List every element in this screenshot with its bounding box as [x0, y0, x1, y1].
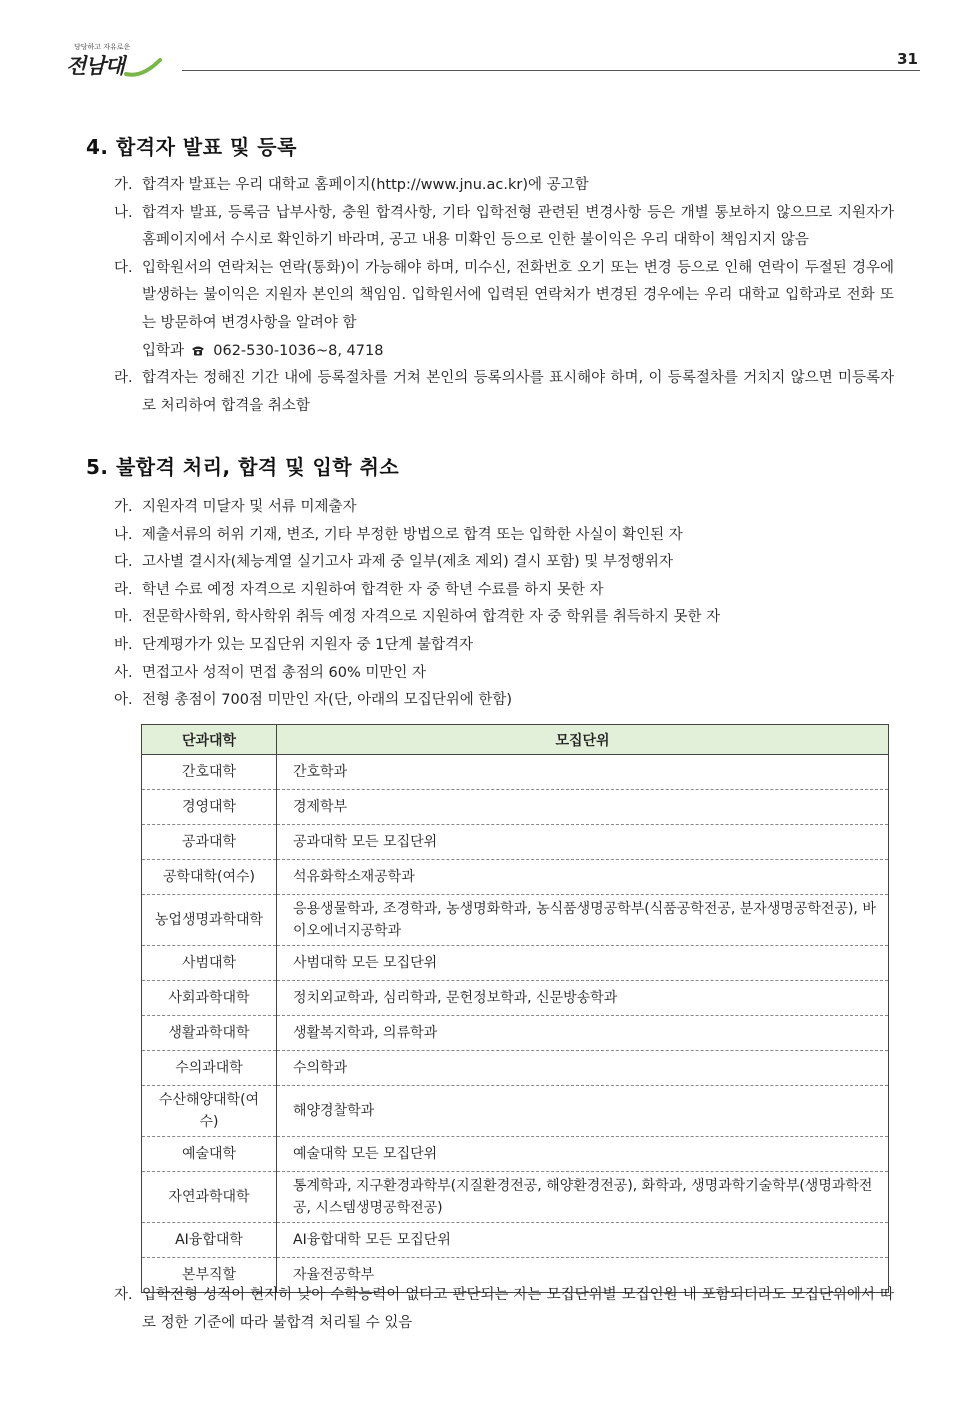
table-row [142, 1086, 889, 1137]
list-item [114, 522, 894, 550]
item-marker: 아. [114, 692, 133, 709]
contact-number: 062-530-1036~8, 4718 [213, 342, 384, 359]
table-header-unit: 모집단위 [277, 725, 889, 755]
college-cell: 공학대학(여수) [142, 860, 277, 895]
page-header [0, 0, 966, 90]
section-4-items [114, 172, 894, 420]
table-row [142, 1172, 889, 1223]
college-cell: 사범대학 [142, 946, 277, 981]
section-5-items [114, 494, 894, 715]
table-row [142, 1016, 889, 1051]
college-cell: 본부직할 [142, 1258, 277, 1293]
university-logo [66, 42, 166, 80]
unit-cell: 간호학과 [277, 755, 889, 790]
item-text: 고사별 결시자(체능계열 실기고사 과제 중 일부(제초 제외) 결시 포함) 및 부정행위자 [142, 554, 673, 571]
item-text: 입학전형 성적이 현저히 낮아 수학능력이 없다고 판단되는 자는 모집단위별 모집인원 내 포함되더라도 모집단위에서 따로 정한 기준에 따라 불합격 처리될 수 있음 [142, 1287, 894, 1331]
item-marker: 자. [114, 1287, 133, 1303]
item-marker: 다. [114, 554, 133, 571]
item-marker: 다. [114, 259, 133, 276]
table-row [142, 946, 889, 981]
college-cell: 사회과학대학 [142, 981, 277, 1016]
unit-cell: 수의학과 [277, 1051, 889, 1086]
item-text: 전문학사학위, 학사학위 취득 예정 자격으로 지원하여 합격한 자 중 학위를 취득하지 못한 자 [142, 609, 721, 626]
item-marker: 가. [114, 177, 133, 193]
item-marker: 마. [114, 609, 133, 626]
table-row [142, 755, 889, 790]
table-row [142, 860, 889, 895]
item-marker: 라. [114, 370, 133, 387]
list-item [114, 687, 894, 715]
unit-cell: 생활복지학과, 의류학과 [277, 1016, 889, 1051]
recruitment-unit-table [141, 724, 889, 1293]
phone-icon [191, 345, 205, 356]
table-row [142, 981, 889, 1016]
college-cell: 생활과학대학 [142, 1016, 277, 1051]
list-item [114, 494, 894, 522]
table-row [142, 825, 889, 860]
section-4-title: 4. 합격자 발표 및 등록 [86, 135, 297, 159]
list-item [114, 255, 894, 338]
table-row [142, 895, 889, 946]
table-header-college: 단과대학 [142, 725, 277, 755]
unit-cell: 사범대학 모든 모집단위 [277, 946, 889, 981]
unit-cell: AI융합대학 모든 모집단위 [277, 1223, 889, 1258]
item-marker: 라. [114, 581, 133, 598]
college-cell: AI융합대학 [142, 1223, 277, 1258]
table-row [142, 790, 889, 825]
list-item [114, 549, 894, 577]
page-number: 31 [897, 50, 918, 68]
section-5-final-item [114, 1282, 894, 1337]
item-text: 학년 수료 예정 자격으로 지원하여 합격한 자 중 학년 수료를 하지 못한 자 [142, 581, 604, 598]
logo-text: 전남대 [66, 53, 124, 78]
item-text: 합격자 발표, 등록금 납부사항, 충원 합격사항, 기타 입학전형 관련된 변경사항 등은 개별 통보하지 않으므로 지원자가 홈페이지에서 수시로 확인하기 바라며, 공고 내용 미확인 등으로 인한 불이익은 우리 대학이 책임지지 않음 [142, 204, 894, 249]
unit-cell: 통계학과, 지구환경과학부(지질환경전공, 해양환경전공), 화학과, 생명과학기술학부(생명과학전공, 시스템생명공학전공) [277, 1172, 889, 1223]
item-marker: 나. [114, 204, 133, 221]
unit-cell: 공과대학 모든 모집단위 [277, 825, 889, 860]
item-text: 면접고사 성적이 면접 총점의 60% 미만인 자 [142, 664, 426, 681]
table-row [142, 1051, 889, 1086]
unit-cell: 자율전공학부 [277, 1258, 889, 1293]
table-row [142, 1137, 889, 1172]
college-cell: 예술대학 [142, 1137, 277, 1172]
unit-cell: 응용생물학과, 조경학과, 농생명화학과, 농식품생명공학부(식품공학전공, 분자생명공학전공), 바이오에너지공학과 [277, 895, 889, 946]
list-item [114, 604, 894, 632]
list-item [114, 577, 894, 605]
unit-cell: 정치외교학과, 심리학과, 문헌정보학과, 신문방송학과 [277, 981, 889, 1016]
item-text: 단계평가가 있는 모집단위 지원자 중 1단계 불합격자 [142, 636, 474, 653]
table-header-row [142, 725, 889, 755]
list-item [114, 660, 894, 688]
college-cell: 경영대학 [142, 790, 277, 825]
item-text: 합격자는 정해진 기간 내에 등록절차를 거쳐 본인의 등록의사를 표시해야 하며, 이 등록절차를 거치지 않으면 미등록자로 처리하여 합격을 취소함 [142, 370, 894, 414]
item-text: 제출서류의 허위 기재, 변조, 기타 부정한 방법으로 합격 또는 입학한 사실이 확인된 자 [142, 526, 683, 543]
list-item [114, 632, 894, 660]
header-rule [182, 70, 920, 71]
college-cell: 농업생명과학대학 [142, 895, 277, 946]
item-marker: 가. [114, 499, 133, 515]
item-text: 지원자격 미달자 및 서류 미제출자 [142, 499, 357, 515]
admission-contact [114, 338, 894, 366]
unit-cell: 석유화학소재공학과 [277, 860, 889, 895]
item-marker: 사. [114, 664, 133, 681]
item-text: 전형 총점이 700점 미만인 자(단, 아래의 모집단위에 한함) [142, 692, 513, 709]
section-5-title: 5. 불합격 처리, 합격 및 입학 취소 [86, 455, 400, 479]
list-item [114, 172, 894, 200]
table-row [142, 1223, 889, 1258]
contact-label: 입학과 [142, 342, 185, 359]
college-cell: 자연과학대학 [142, 1172, 277, 1223]
unit-cell: 해양경찰학과 [277, 1086, 889, 1137]
list-item [114, 1282, 894, 1337]
item-text: 합격자 발표는 우리 대학교 홈페이지(http://www.jnu.ac.kr)에 공고함 [142, 177, 589, 193]
unit-cell: 경제학부 [277, 790, 889, 825]
college-cell: 수산해양대학(여수) [142, 1086, 277, 1137]
item-text: 입학원서의 연락처는 연락(통화)이 가능해야 하며, 미수신, 전화번호 오기 또는 변경 등으로 인해 연락이 두절된 경우에 발생하는 불이익은 지원자 본인의 책임임. 입학원서에 입력된 연락처가 변경된 경우에는 우리 대학교 입학과로 전화 또는 방문하여 변경사항을 알려야 함 [142, 259, 894, 331]
list-item [114, 200, 894, 255]
logo-tagline: 당당하고 자유로운 [74, 43, 131, 51]
college-cell: 수의과대학 [142, 1051, 277, 1086]
college-cell: 공과대학 [142, 825, 277, 860]
college-cell: 간호대학 [142, 755, 277, 790]
item-marker: 바. [114, 636, 133, 653]
list-item [114, 365, 894, 420]
swoosh-logo-icon [124, 56, 164, 78]
unit-cell: 예술대학 모든 모집단위 [277, 1137, 889, 1172]
item-marker: 나. [114, 526, 133, 543]
